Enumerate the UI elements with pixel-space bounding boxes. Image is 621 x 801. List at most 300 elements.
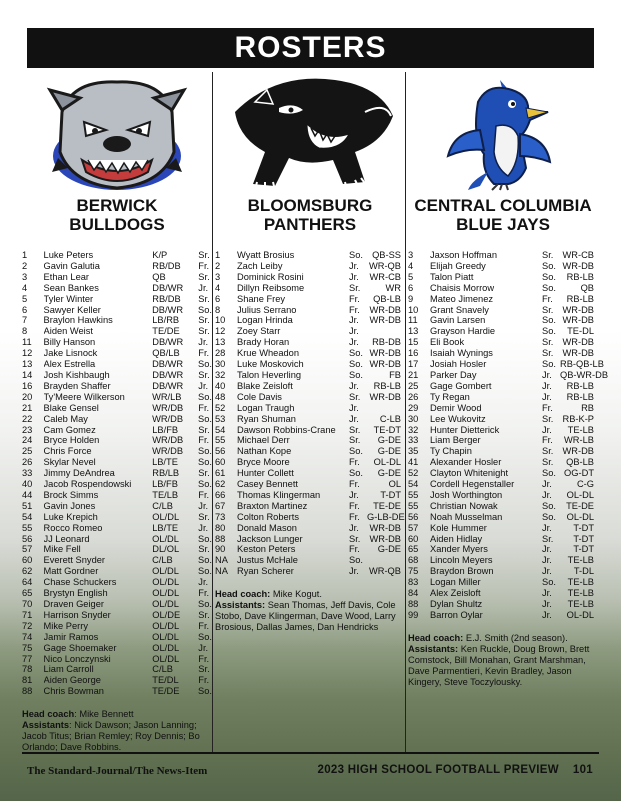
jersey-number: 16 — [22, 380, 33, 391]
jersey-number: 54 — [22, 511, 33, 522]
roster-row — [408, 479, 598, 490]
player-name: Josiah Hosler — [430, 359, 487, 370]
player-name: Noah Musselman — [430, 511, 503, 522]
jersey-number: 15 — [408, 337, 419, 348]
player-position: DB/WR — [152, 282, 184, 293]
roster-row — [408, 555, 598, 566]
player-class: Sr. — [542, 457, 554, 468]
player-class: So. — [542, 326, 556, 337]
player-class: Jr. — [349, 380, 359, 391]
jersey-number: 62 — [215, 479, 226, 490]
jersey-number: 88 — [215, 533, 226, 544]
jersey-number: 51 — [22, 500, 33, 511]
assistants-label: Assistants: — [215, 600, 266, 611]
roster-row — [408, 250, 598, 261]
jersey-number: 57 — [22, 544, 33, 555]
roster-row — [215, 446, 405, 457]
jersey-number: 56 — [22, 533, 33, 544]
player-position: WR-DB — [562, 337, 594, 348]
roster-row — [22, 326, 212, 337]
jersey-number: 55 — [408, 500, 419, 511]
player-name: Ryan Shuman — [237, 413, 296, 424]
player-class: Fr. — [542, 435, 553, 446]
player-position: TE-LB — [567, 577, 594, 588]
jersey-number: 26 — [22, 457, 33, 468]
jersey-number: 6 — [22, 304, 28, 315]
player-class: Sr. — [198, 326, 210, 337]
player-name: Demir Wood — [430, 402, 482, 413]
player-class: Jr. — [542, 555, 552, 566]
player-position: T-DL — [573, 566, 594, 577]
player-name: Bryce Holden — [43, 435, 100, 446]
player-name: Caleb May — [43, 413, 88, 424]
roster-row — [215, 523, 405, 534]
panther-mascot-icon — [215, 72, 405, 192]
roster-row — [215, 501, 405, 512]
player-position: WR-DB — [369, 315, 401, 326]
player-class: So. — [542, 468, 556, 479]
player-name: Braylon Hawkins — [43, 315, 113, 326]
roster-row — [22, 555, 212, 566]
player-class: Sr. — [542, 337, 554, 348]
jersey-number: 54 — [215, 424, 226, 435]
player-name: Aiden George — [43, 675, 101, 686]
player-class: Fr. — [198, 588, 210, 599]
player-position: TE/DE — [152, 326, 180, 337]
player-position: LB/FB — [152, 479, 178, 490]
roster-row — [22, 675, 212, 686]
jersey-number: 52 — [408, 468, 419, 479]
roster-row — [22, 512, 212, 523]
player-position — [367, 326, 401, 337]
head-coach-value: Mike Kogut. — [270, 589, 322, 600]
jersey-number: 64 — [22, 577, 33, 588]
player-class: Sr. — [198, 271, 210, 282]
player-position: OL — [388, 479, 401, 490]
player-class: So. — [349, 555, 363, 566]
player-name: Eli Book — [430, 337, 465, 348]
jersey-number: 5 — [408, 271, 414, 282]
player-class: Jr. — [542, 599, 552, 609]
player-class: Jr. — [198, 337, 209, 348]
player-name: Cam Gomez — [43, 424, 96, 435]
player-class: Fr. — [349, 457, 360, 468]
player-position: C/LB — [152, 500, 173, 511]
player-position: OL/DL — [152, 653, 180, 664]
roster-row — [22, 359, 212, 370]
player-position: G-DE — [377, 544, 401, 555]
player-position: QB-WR-DB — [560, 369, 609, 380]
jersey-number: 22 — [22, 413, 33, 424]
jersey-number: 26 — [408, 391, 419, 402]
player-position: FB — [389, 369, 401, 380]
roster-row — [408, 468, 598, 479]
roster-row — [215, 457, 405, 468]
player-class: Fr. — [349, 479, 360, 490]
jersey-number: 56 — [215, 446, 226, 457]
player-name: Keston Peters — [237, 544, 296, 555]
player-class: Jr. — [349, 566, 359, 577]
player-position: TE/DE — [152, 686, 180, 697]
player-position: K/P — [152, 250, 168, 260]
player-position: WR/LB — [152, 391, 182, 402]
jersey-number: 2 — [215, 260, 221, 271]
jersey-number: 11 — [408, 315, 418, 326]
player-position: TE-LB — [567, 588, 594, 599]
player-position: QB — [152, 271, 166, 282]
player-class: So. — [542, 577, 556, 588]
roster-row — [408, 599, 598, 610]
player-class: So. — [198, 566, 212, 577]
player-name: Cole Davis — [237, 391, 282, 402]
roster-row — [215, 370, 405, 381]
player-class: Jr. — [198, 500, 209, 511]
roster-row — [408, 425, 598, 436]
jersey-number: 6 — [215, 293, 221, 304]
player-class: Fr. — [349, 304, 360, 315]
player-position: TE-LB — [567, 555, 594, 566]
head-coach-label: Head coach: — [215, 589, 271, 600]
player-class: So. — [198, 686, 212, 697]
player-name: Krue Wheadon — [237, 348, 300, 359]
player-class: Jr. — [198, 282, 209, 293]
player-class: Sr. — [198, 511, 210, 522]
jersey-number: 17 — [408, 359, 419, 370]
roster-row — [215, 479, 405, 490]
player-class: So. — [198, 599, 212, 609]
jersey-number: 52 — [215, 402, 226, 413]
roster-row — [22, 577, 212, 588]
player-position: DB/WR — [152, 369, 184, 380]
jersey-number: 24 — [22, 435, 33, 446]
player-name: Dillyn Reibsome — [237, 282, 305, 293]
player-position: OL/DL — [152, 511, 180, 522]
player-position: QB-LB — [566, 457, 594, 468]
player-class: Jr. — [349, 271, 359, 282]
player-position: OL/DL — [152, 588, 180, 599]
roster-row — [215, 315, 405, 326]
jersey-number: 40 — [22, 479, 33, 490]
player-name: Brady Horan — [237, 337, 290, 348]
jersey-number: 53 — [215, 413, 226, 424]
player-class: So. — [198, 533, 212, 544]
head-coach-value: E.J. Smith (2nd season). — [463, 632, 568, 643]
publication-name: The Standard-Journal/The News-Item — [27, 765, 208, 777]
roster-row — [408, 359, 604, 370]
player-class: Jr. — [542, 489, 552, 500]
player-class: Fr. — [198, 402, 210, 413]
player-name: Thomas Klingerman — [237, 489, 321, 500]
player-class: Jr. — [349, 522, 359, 533]
player-name: Blake Zeisloft — [237, 380, 293, 391]
roster-row — [22, 501, 212, 512]
player-name: Brayden Shaffer — [43, 380, 111, 391]
player-class: Jr. — [542, 609, 552, 620]
player-class: Fr. — [198, 348, 210, 359]
jersey-number: 23 — [22, 424, 33, 435]
roster-row — [22, 446, 212, 457]
player-position — [367, 555, 401, 566]
team-name-line2: PANTHERS — [263, 215, 357, 234]
player-position: WR-DB — [562, 260, 594, 271]
player-position: OL-DL — [566, 511, 594, 522]
player-position: TE/DL — [152, 675, 179, 686]
roster-list — [215, 250, 405, 577]
player-name: Jimmy DeAndrea — [43, 468, 115, 479]
roster-row — [215, 359, 405, 370]
player-class: Sr. — [198, 250, 210, 260]
player-position: RB-DB — [372, 337, 401, 348]
player-position: RB-LB — [566, 380, 594, 391]
roster-row — [215, 425, 405, 436]
player-class: Fr. — [349, 544, 360, 555]
player-name: Isaiah Wynings — [430, 348, 493, 359]
roster-row — [22, 392, 212, 403]
player-position: WR/DB — [152, 413, 184, 424]
jersey-number: 12 — [215, 326, 226, 337]
jersey-number: 10 — [215, 315, 226, 326]
player-position: TE/LB — [152, 489, 179, 500]
player-name: Parker Day — [430, 369, 477, 380]
jersey-number: 48 — [215, 391, 226, 402]
player-position: WR-DB — [369, 359, 401, 370]
player-class: So. — [349, 369, 363, 380]
roster-row — [22, 534, 212, 545]
player-class: Jr. — [542, 391, 552, 402]
player-class: Sr. — [349, 391, 361, 402]
player-position: WR-DB — [369, 391, 401, 402]
player-class: Jr. — [349, 260, 359, 271]
player-name: Ryan Scherer — [237, 566, 294, 577]
jersey-number: 62 — [22, 566, 33, 577]
player-class: Fr. — [349, 511, 360, 522]
player-class: Sr. — [198, 293, 210, 304]
player-name: Rocco Romeo — [43, 522, 103, 533]
player-name: Talon Piatt — [430, 271, 474, 282]
jersey-number: 30 — [408, 413, 419, 424]
jersey-number: 84 — [408, 588, 419, 599]
roster-row — [408, 403, 598, 414]
roster-row — [215, 403, 405, 414]
player-position: OL/DL — [152, 533, 179, 544]
roster-row — [215, 392, 405, 403]
column-divider — [405, 72, 406, 752]
roster-row — [215, 294, 405, 305]
player-position: T-DT — [573, 544, 594, 555]
jersey-number: 74 — [22, 631, 33, 642]
jersey-number: 3 — [408, 250, 414, 260]
player-name: Hunter Dietterick — [430, 424, 500, 435]
player-name: Shane Frey — [237, 293, 286, 304]
roster-row — [22, 283, 212, 294]
player-name: Gage Gombert — [430, 380, 492, 391]
player-position: RB-LB — [566, 271, 594, 282]
jersey-number: 25 — [22, 446, 33, 457]
jersey-number: 60 — [408, 533, 419, 544]
roster-row — [408, 294, 598, 305]
jersey-number: 56 — [408, 511, 419, 522]
player-name: Christian Nowak — [430, 500, 498, 511]
player-class: Jr. — [198, 577, 209, 588]
roster-row — [408, 261, 598, 272]
player-class: Sr. — [349, 533, 361, 544]
player-position — [367, 403, 401, 414]
roster-row — [408, 588, 598, 599]
player-name: Brystyn English — [43, 588, 108, 599]
player-name: Brock Simms — [43, 489, 99, 500]
roster-row — [408, 457, 598, 468]
player-position: G-LB-DE — [367, 511, 405, 522]
player-name: Mike Perry — [43, 620, 88, 631]
player-class: Sr. — [542, 446, 554, 457]
roster-row — [22, 414, 212, 425]
player-class: Fr. — [198, 489, 210, 500]
player-name: Chaisis Morrow — [430, 282, 495, 293]
roster-row — [22, 348, 212, 359]
jersey-number: NA — [215, 555, 228, 566]
player-position: RB/DB — [152, 260, 181, 271]
jersey-number: 29 — [408, 402, 419, 413]
roster-row — [22, 664, 212, 675]
jersey-number: 9 — [408, 293, 414, 304]
roster-row — [408, 315, 598, 326]
roster-row — [408, 381, 598, 392]
player-name: Skylar Nevel — [43, 457, 96, 468]
player-name: Ethan Lear — [43, 271, 90, 282]
jersey-number: NA — [215, 566, 228, 577]
player-position: C-LB — [379, 413, 401, 424]
roster-row — [408, 534, 598, 545]
player-position: RB/LB — [152, 468, 180, 479]
player-position: T-DT — [573, 533, 594, 544]
jersey-number: 44 — [22, 489, 33, 500]
jersey-number: 54 — [408, 479, 419, 490]
player-name: Donald Mason — [237, 522, 297, 533]
roster-row — [215, 337, 405, 348]
player-position: WR/DB — [152, 402, 184, 413]
roster-row — [215, 283, 405, 294]
player-position: DB/WR — [152, 337, 184, 348]
player-class: Jr. — [349, 315, 359, 326]
player-position: TE-DE — [566, 500, 594, 511]
roster-row — [22, 621, 212, 632]
roster-row — [215, 261, 405, 272]
player-position: C/LB — [152, 664, 173, 675]
player-position: OL/DL — [152, 631, 179, 642]
jersey-number: 5 — [22, 293, 28, 304]
player-class: So. — [198, 479, 212, 490]
team-name-line1: CENTRAL COLUMBIA — [414, 196, 592, 215]
roster-row — [22, 643, 212, 654]
section-title-page-number: 2023 HIGH SCHOOL FOOTBALL PREVIEW 101 — [317, 764, 593, 776]
head-coach-value: : Mike Bennett — [74, 709, 134, 720]
roster-row — [22, 599, 212, 610]
player-class: Jr. — [542, 479, 552, 490]
player-class: Sr. — [542, 413, 554, 424]
player-name: Justus McHale — [237, 555, 298, 566]
player-position: TE-LB — [567, 599, 594, 609]
roster-row — [215, 490, 405, 501]
player-class: Jr. — [542, 566, 552, 577]
roster-row — [22, 610, 212, 621]
player-position: WR-DB — [562, 315, 594, 326]
roster-list — [22, 250, 212, 697]
roster-row — [215, 272, 405, 283]
roster-row — [215, 435, 405, 446]
jersey-number: 4 — [408, 260, 414, 271]
player-name: Everett Snyder — [43, 555, 106, 566]
player-position: G-DE — [377, 435, 401, 446]
player-position: WR-QB — [368, 566, 401, 577]
jersey-number: 3 — [215, 271, 221, 282]
roster-row — [408, 272, 598, 283]
roster-row — [408, 490, 598, 501]
player-class: Sr. — [198, 468, 210, 479]
player-name: Gage Shoemaker — [43, 642, 117, 653]
jersey-number: 55 — [408, 489, 419, 500]
jersey-number: 81 — [22, 675, 33, 686]
jersey-number: 32 — [408, 424, 419, 435]
roster-row — [408, 435, 598, 446]
jersey-number: 72 — [22, 620, 33, 631]
blue-jay-mascot-icon — [408, 72, 598, 192]
player-position: WR-DB — [562, 304, 594, 315]
player-class: Fr. — [198, 653, 210, 664]
roster-row — [215, 326, 405, 337]
player-name: Clayton Whitenight — [430, 468, 509, 479]
player-position: OL/DL — [152, 566, 179, 577]
jersey-number: 8 — [215, 304, 221, 315]
player-class: So. — [198, 631, 212, 642]
player-class: Sr. — [349, 424, 361, 435]
player-class: Sr. — [198, 424, 210, 435]
roster-row — [408, 283, 598, 294]
team-name — [408, 196, 598, 236]
roster-row — [215, 250, 405, 261]
player-name: Dylan Shultz — [430, 599, 483, 609]
assistants-value: Ken Ruckle, Doug Brown, Brett Comstock, Bill Monahan, Grant Marshman, Dave Parmentieri, Kevin Bradley, Jason Kingery, Steve Toczylousky. — [408, 643, 590, 687]
roster-row — [408, 610, 598, 621]
team-name — [215, 196, 405, 236]
team-name-line1: BERWICK — [76, 196, 158, 215]
player-position: G-DE — [377, 468, 401, 479]
player-class: Sr. — [198, 369, 210, 380]
roster-row — [22, 403, 212, 414]
player-position: WR-DB — [369, 304, 401, 315]
player-position: LB/FB — [152, 424, 179, 435]
player-name: Liam Berger — [430, 435, 481, 446]
player-position: DL/OL — [152, 544, 180, 555]
player-name: Chase Schuckers — [43, 577, 117, 588]
jersey-number: 35 — [408, 446, 419, 457]
bloomsburg-column — [215, 72, 405, 633]
jersey-number: 40 — [215, 380, 226, 391]
player-class: Fr. — [542, 402, 553, 413]
team-name-line2: BULLDOGS — [69, 215, 165, 234]
player-name: Jackson Lunger — [237, 533, 303, 544]
jersey-number: 14 — [22, 369, 33, 380]
player-class: Sr. — [542, 533, 554, 544]
jersey-number: 33 — [22, 468, 33, 479]
jersey-number: 55 — [22, 522, 33, 533]
roster-row — [22, 490, 212, 501]
roster-row — [22, 425, 212, 436]
roster-row — [22, 479, 212, 490]
player-name: Liam Carroll — [43, 664, 94, 675]
player-position: LB/TE — [152, 457, 178, 468]
jersey-number: 80 — [215, 522, 226, 533]
assistants-label: Assistants — [22, 720, 70, 731]
